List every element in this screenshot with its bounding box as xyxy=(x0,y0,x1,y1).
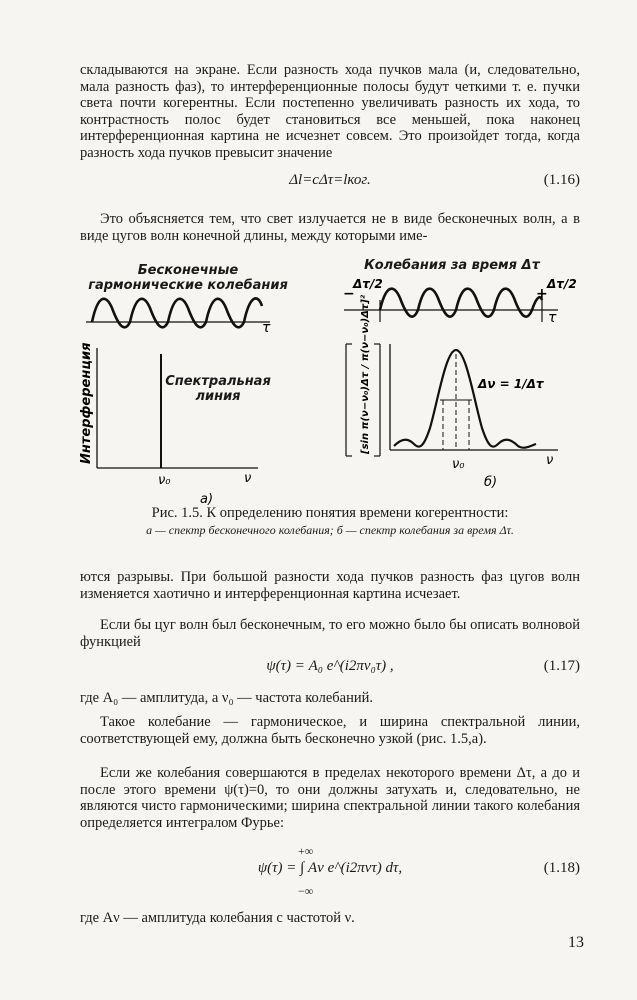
panel-letter-b: б) xyxy=(484,475,498,490)
nu0-label-a: ν₀ xyxy=(158,473,171,488)
equation-number: (1.16) xyxy=(543,172,580,188)
integral-upper: +∞ xyxy=(298,844,314,858)
nu-label-b: ν xyxy=(546,453,554,468)
left-mark: Δτ/2 xyxy=(353,277,383,291)
time-axis-a-label: τ xyxy=(262,320,271,336)
paragraph-2: Это объясняется тем, что свет излучается не в виде бесконечных волн, а в виде цугов волн конечной длины, между которыми име- xyxy=(80,211,580,244)
integral-lower: −∞ xyxy=(298,884,314,898)
panel-a-title: Бесконечные гармонические колебания xyxy=(88,263,288,293)
panel-letter-a: а) xyxy=(200,492,214,507)
infinite-wave xyxy=(92,298,262,327)
nu-label-a: ν xyxy=(244,471,252,486)
equation-1-16 xyxy=(80,172,580,192)
figure-caption: Рис. 1.5. К определению понятия времени когерентности: xyxy=(151,505,509,521)
page-number: 13 xyxy=(568,934,584,951)
right-sign: + xyxy=(536,286,548,302)
paragraph-4: Если бы цуг волн был бесконечным, то его можно было бы описать волновой функцией xyxy=(80,617,580,650)
paragraph-8: где Aν — амплитуда колебания с частотой ν. xyxy=(80,910,355,926)
time-axis-b-label: τ xyxy=(548,310,557,326)
paragraph-5: где A₀ — амплитуда, а ν₀ — частота колебаний. xyxy=(80,690,373,706)
nu0-label-b: ν₀ xyxy=(452,457,465,472)
panel-b-title: Колебания за время Δτ xyxy=(364,258,540,273)
left-sign: − xyxy=(343,286,355,302)
paragraph-7: Если же колебания совершаются в пределах некоторого времени Δτ, а до и после этого времени ψ(τ)=0, то они должны затухать и, следовательно, не являются чисто гармоническими; ширина спектральной линии такого колебания определяется интегралом Фурье: xyxy=(80,765,580,831)
equation-body: ψ(τ) = ∫ Aν e^(i2πντ) dτ, xyxy=(257,860,403,876)
equation-1-17 xyxy=(80,658,580,678)
right-mark: Δτ/2 xyxy=(547,277,577,291)
paragraph-1: складываются на экране. Если разность хода пучков мала (и, следовательно, мала разность фаз), то интерференционные полосы будут четкими т. е. пучки света почти когерентны. Если постепенно увеличивать разность их хода, то контрастность полос будет становиться все меньшей, пока наконец интерференционная картина не исчезнет совсем. Это произойдет тогда, когда разность хода пучков превысит значение xyxy=(80,62,580,161)
equation-number: (1.17) xyxy=(543,658,580,674)
spectral-line-label: Спектральная линия xyxy=(165,374,271,404)
y-label-a: Интерференция xyxy=(79,342,94,464)
equation-body: Δl=cΔτ=lког. xyxy=(289,172,371,188)
equation-body: ψ(τ) = A₀ e^(i2πν₀τ) , xyxy=(266,658,394,674)
y-label-b: [sin π(ν−ν₀)Δτ / π(ν−ν₀)Δτ]² xyxy=(360,294,371,454)
equation-1-18 xyxy=(80,844,580,908)
width-label: Δν = 1/Δτ xyxy=(478,377,544,391)
finite-wave xyxy=(380,289,542,317)
figure-caption-sub: а — спектр бесконечного колебания; б — спектр колебания за время Δτ. xyxy=(146,523,514,537)
paragraph-3: ются разрывы. При большой разности хода пучков разность фаз цугов волн изменяется хаотично и интерференционная картина исчезает. xyxy=(80,569,580,602)
paragraph-6: Такое колебание — гармоническое, и ширина спектральной линии, соответствующей ему, должна быть бесконечно узкой (рис. 1.5,а). xyxy=(80,714,580,747)
sinc-curve xyxy=(394,350,536,448)
equation-number: (1.18) xyxy=(543,860,580,876)
